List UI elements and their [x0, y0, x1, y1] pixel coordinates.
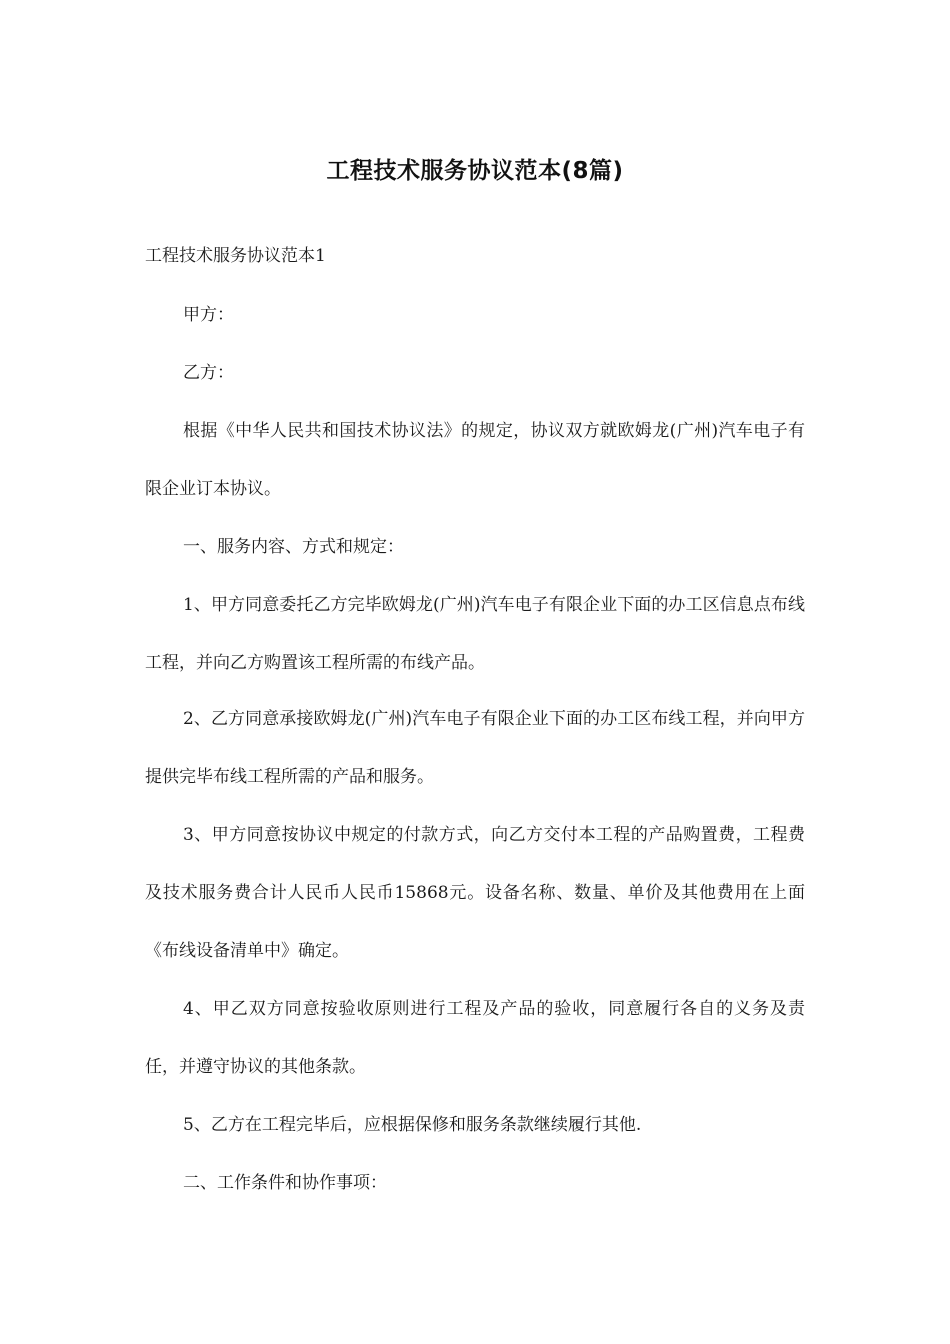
section-heading: 工程技术服务协议范本1: [145, 246, 326, 266]
clause-item-3: 3、甲方同意按协议中规定的付款方式，向乙方交付本工程的产品购置费，工程费及技术服务费合计人民币人民币15868元。设备名称、数量、单价及其他费用在上面《布线设备清单中》确定。: [145, 825, 805, 961]
party-a-line: 甲方：: [183, 305, 234, 325]
intro-paragraph: 根据《中华人民共和国技术协议法》的规定，协议双方就欧姆龙(广州)汽车电子有限企业订本协议。: [145, 421, 805, 499]
party-b-line: 乙方：: [183, 363, 234, 383]
clause-heading-2: 二、工作条件和协作事项：: [183, 1173, 387, 1193]
clause-item-5: 5、乙方在工程完毕后，应根据保修和服务条款继续履行其他.: [183, 1115, 642, 1135]
clause-item-1: 1、甲方同意委托乙方完毕欧姆龙(广州)汽车电子有限企业下面的办工区信息点布线工程，并向乙方购置该工程所需的布线产品。: [145, 595, 805, 673]
clause-heading-1: 一、服务内容、方式和规定：: [183, 537, 404, 557]
clause-item-2: 2、乙方同意承接欧姆龙(广州)汽车电子有限企业下面的办工区布线工程，并向甲方提供完毕布线工程所需的产品和服务。: [145, 709, 805, 787]
clause-item-4: 4、甲乙双方同意按验收原则进行工程及产品的验收，同意履行各自的义务及责任，并遵守协议的其他条款。: [145, 999, 805, 1077]
document-title: 工程技术服务协议范本(8篇): [326, 158, 624, 184]
